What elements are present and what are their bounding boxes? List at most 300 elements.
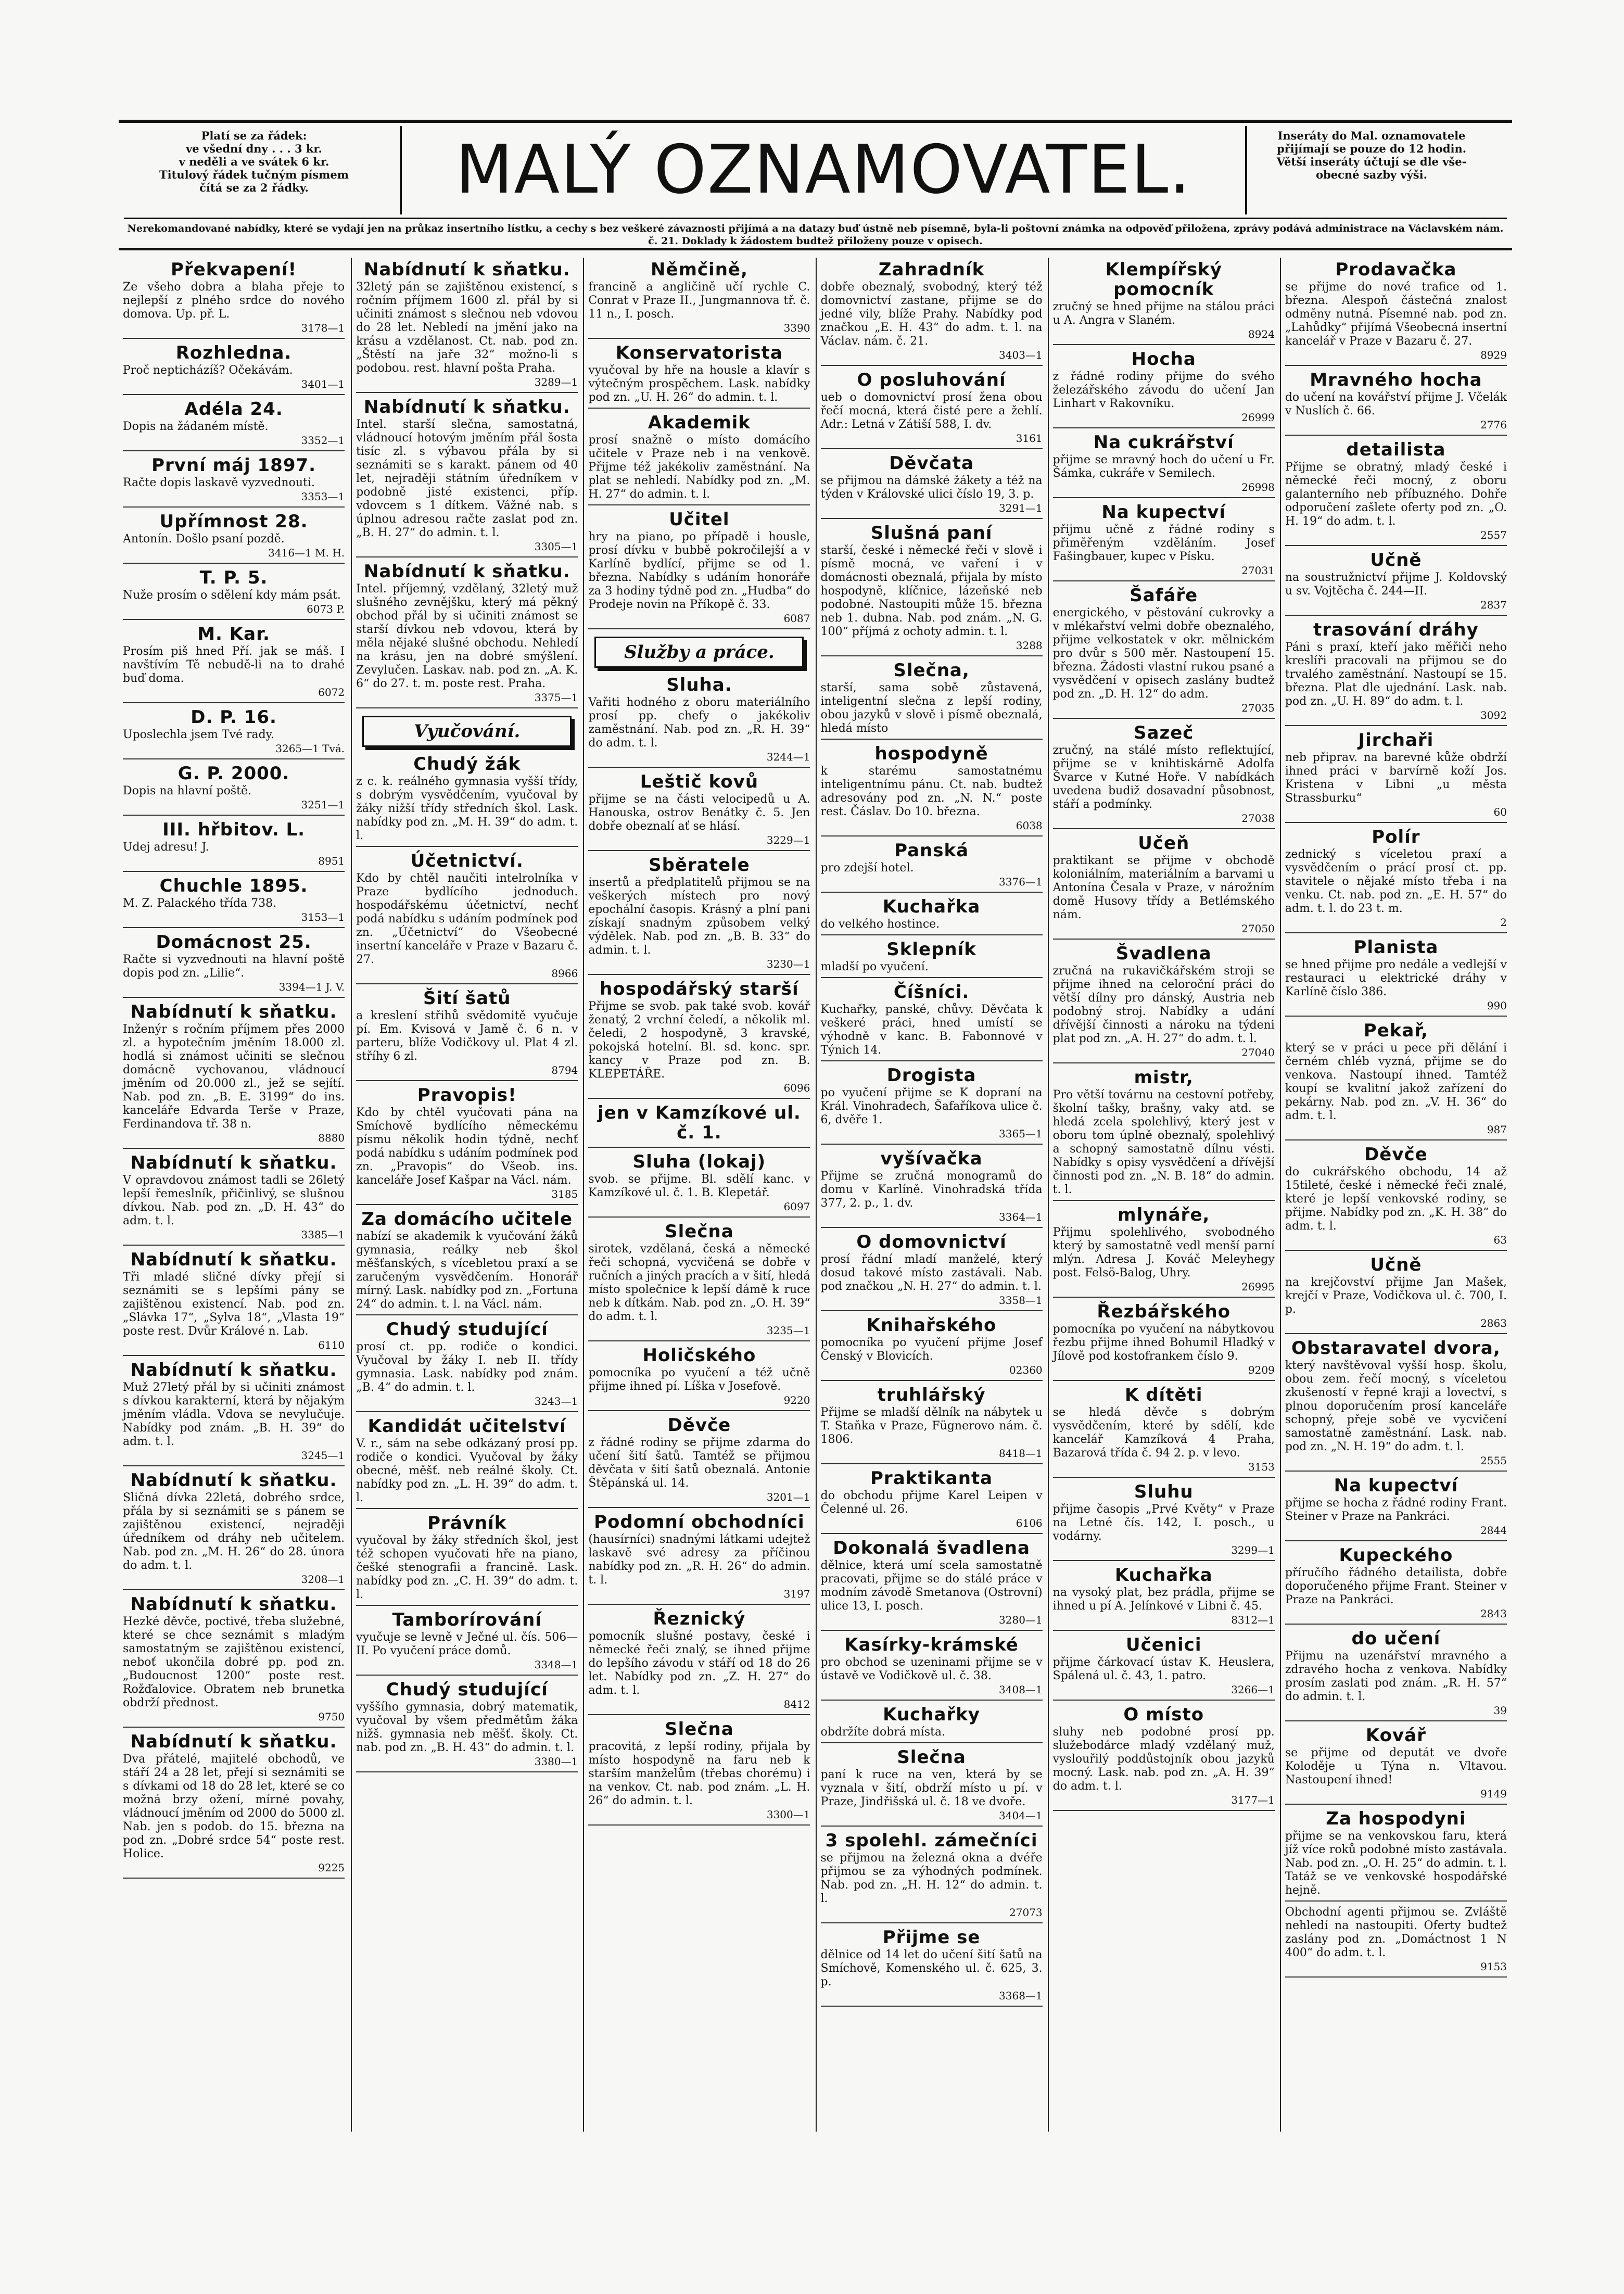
ad-body: na soustružnictví přijme J. Koldovský u sv. Vojtěcha č. 244—II. xyxy=(1285,571,1507,598)
classified-ad xyxy=(356,397,578,557)
ad-body: starší, české i německé řeči v slově i písmě mocná, ve vaření i v domácnosti obeznalá, přijala by místo hospodyně, klíčnice, lázeňské neb podobné. Nastoupiti může 15. března neb 1. dubna. Nab. pod znám. „N. G. 100“ příjmá z ochoty admin. t. l. xyxy=(820,544,1043,638)
classified-ad xyxy=(821,370,1043,449)
classified-ad xyxy=(1285,1809,1507,1902)
classified-ad xyxy=(1285,1906,1507,1978)
ad-body: na krejčovství přijme Jan Mašek, krejčí v Praze, Vodičkova ul. č. 700, I. p. xyxy=(1285,1276,1507,1316)
ad-title: Nabídnutí k sňatku. xyxy=(130,1594,337,1615)
ad-columns xyxy=(119,258,1512,2132)
ad-code: 9149 xyxy=(1480,1788,1507,1800)
ad-code: 3394—1 J. V. xyxy=(278,981,345,993)
ad-title: Učně xyxy=(1370,550,1422,571)
info-line: Větší inseráty účtují se dle vše- xyxy=(1276,155,1467,168)
ad-code: 6096 xyxy=(783,1082,810,1094)
classified-ad xyxy=(821,897,1043,935)
ad-title: Kovář xyxy=(1365,1725,1426,1746)
classified-ad xyxy=(1285,370,1507,436)
classified-ad xyxy=(821,1831,1043,1923)
classified-ad xyxy=(123,624,345,703)
ad-code: 27035 xyxy=(1241,702,1275,714)
classified-ad xyxy=(356,260,578,393)
pricing-line: v neděli a ve svátek 6 kr. xyxy=(179,155,329,168)
ad-title: Řezbářského xyxy=(1097,1301,1231,1322)
classified-ad xyxy=(123,455,345,508)
ad-body: pomocníka po vyučení přijme Josef Čenský v Blovicích. xyxy=(820,1336,1043,1363)
ad-body: po vyučení přijme se K dopraní na Král. Vinohradech, Šafaříkova ulice č. 6, dvěře 1. xyxy=(820,1086,1043,1126)
classified-ad xyxy=(123,764,345,816)
ad-body: Proč nepticházíš? Očekávám. xyxy=(123,364,293,377)
ad-body: praktikant se přijme v obchodě koloniálním, materiálním a barvami u Antonína Česala v Praze, v nárožním domě Husovy třídy a Betlémského nám. xyxy=(1052,854,1275,921)
ad-title: Nabídnutí k sňatku. xyxy=(130,1249,337,1270)
ad-body: přijme se na venkovskou faru, která jíž více roků podobné místo zastávala. Nab. pod zn. „O. H. 25“ do admin. t. l. Tatáž se ve venkovské hospodářské hejně. xyxy=(1285,1830,1507,1897)
ad-code: 3300—1 xyxy=(766,1808,810,1821)
ad-code: 9750 xyxy=(318,1710,345,1723)
ad-body: paní k ruce na ven, která by se vyznala v šití, obdrží místo u pí. v Praze, Jindřišská ul. č. 18 ve dvoře. xyxy=(820,1768,1043,1808)
ad-code: 26999 xyxy=(1241,411,1275,424)
ad-code: 6097 xyxy=(783,1200,810,1213)
classified-ad xyxy=(123,512,345,564)
ad-body: Nuže prosím o sdělení kdy mám psát. xyxy=(123,589,341,602)
ad-body: dělnice od 14 let do učení šití šatů na Smíchově, Komenského ul. č. 625, 3. p. xyxy=(820,1948,1043,1988)
ad-code: 3368—1 xyxy=(999,1989,1043,2002)
ad-body: sluhy neb podobné prosí pp. služebodárce mladý vzdělaný muž, vyslouřilý poddůstojník obou jazyků mocný. Lask. nab. pod zn. „A. H. 39“ do adm. t. l. xyxy=(1052,1726,1275,1793)
pricing-line: čítá se za 2 řádky. xyxy=(199,181,309,194)
ad-code: 26998 xyxy=(1241,481,1275,493)
ad-body: Obchodní agenti přijmou se. Zvláště nehledí na nastoupiti. Oferty budtež zaslány pod zn. „Domáctnost 1 N 400“ do adm. t. l. xyxy=(1285,1906,1507,1959)
classified-ad xyxy=(1053,723,1275,829)
ad-title: Šití šatů xyxy=(423,988,511,1009)
ad-code: 3243—1 xyxy=(534,1395,578,1408)
ad-title: Akademik xyxy=(648,412,751,433)
classified-ad xyxy=(356,1416,578,1509)
ad-body: vyučoval by hře na housle a klavír s výtečným prospěchem. Lask. nabídky pod zn. „U. H. 26“ do admin. t. l. xyxy=(588,364,810,404)
classified-ad xyxy=(1285,1629,1507,1721)
ad-title: Pravopis! xyxy=(417,1085,517,1106)
ad-code: 3185 xyxy=(551,1188,578,1200)
ad-title: Nabídnutí k sňatku. xyxy=(130,1152,337,1173)
ad-body: Kuchařky, panské, chůvy. Děvčata k veškeré práci, hned umístí se výhodně v kanc. B. Fabonnové v Týnich 14. xyxy=(820,1003,1043,1057)
ad-code: 2776 xyxy=(1480,419,1507,431)
classified-ad xyxy=(123,1594,345,1728)
classified-ad xyxy=(1285,1545,1507,1625)
classified-ad xyxy=(588,1152,810,1218)
ad-code: 8312—1 xyxy=(1231,1614,1275,1626)
classified-ad xyxy=(821,1149,1043,1228)
info-line: přijímají se pouze do 12 hodin. xyxy=(1276,142,1467,155)
ad-code: 3092 xyxy=(1480,709,1507,721)
insertion-info-box xyxy=(1241,129,1502,181)
classified-ad xyxy=(356,851,578,984)
classified-ad xyxy=(588,413,810,505)
ad-body: přijme se mravný hoch do učení u Fr. Šámka, cukráře v Semilech. xyxy=(1052,453,1275,480)
ad-code: 6087 xyxy=(783,612,810,625)
ad-title: Kuchařky xyxy=(883,1704,980,1725)
ad-code: 26995 xyxy=(1241,1281,1275,1293)
ad-code: 3408—1 xyxy=(999,1683,1043,1696)
classified-ad xyxy=(123,932,345,998)
ad-body: se hledá děvče s dobrým vysvědčením, které by sdělí, kde kancelář Kamzíková 4 Praha, Bazarová třída č. 94 2. p. v levo. xyxy=(1052,1406,1275,1460)
ad-column xyxy=(583,258,814,2132)
ad-title: Chuchle 1895. xyxy=(159,876,308,896)
ad-body: Udej adresu! J. xyxy=(123,841,209,854)
ad-code: 3416—1 M. H. xyxy=(268,547,345,559)
ad-code: 8794 xyxy=(551,1064,578,1076)
ad-code: 3153 xyxy=(1248,1461,1275,1473)
ad-body: Kdo by chtěl naučiti intelrolníka v Praze bydlícího jednoduch. hospodářskému účetnictví, nechť podá nabídku s udáním podmínek pod zn. „Účetnictví“ do Všeobecné insertní kanceláře v Praze v Bazaru č. 27. xyxy=(356,872,578,966)
ad-body: se hned přijme pro nedále a vedlejší v restauraci u elektrické dráhy v Karlíně číslo 386. xyxy=(1285,958,1507,998)
ad-body: Račte dopis laskavě vyzvednouti. xyxy=(123,476,315,489)
classified-ad xyxy=(821,940,1043,978)
ad-code: 2863 xyxy=(1480,1317,1507,1329)
ad-column xyxy=(1280,258,1511,2132)
classified-ad xyxy=(356,1513,578,1606)
ad-code: 8929 xyxy=(1480,349,1507,361)
ad-code: 2843 xyxy=(1480,1607,1507,1620)
classified-ad xyxy=(1285,1476,1507,1541)
ad-title: Sběratele xyxy=(649,855,750,876)
ad-code: 9220 xyxy=(783,1394,810,1406)
ad-title: hospodyně xyxy=(874,743,988,764)
ad-title: hospodářský starší xyxy=(600,979,799,999)
classified-ad xyxy=(588,1346,810,1411)
ad-code: 8951 xyxy=(318,855,345,867)
ad-code: 3376—1 xyxy=(999,876,1043,888)
ad-body: do učení na kovářství přijme J. Včelák v Nuslích č. 66. xyxy=(1285,391,1507,417)
ad-body: z řádné rodiny se přijme zdarma do učení šití šatů. Tamtéž se přijmou děvčata v šití šatů obeznalá. Antonie Štěpánská ul. 14. xyxy=(588,1436,810,1490)
ad-body: Dopis na hlavní poště. xyxy=(123,784,251,797)
classified-ad xyxy=(821,841,1043,893)
classified-ad xyxy=(356,1209,578,1315)
ad-title: Právník xyxy=(427,1513,507,1533)
ad-title: Nabídnutí k sňatku. xyxy=(363,259,570,280)
ad-title: Nabídnutí k sňatku. xyxy=(363,561,570,582)
classified-ad xyxy=(588,1719,810,1826)
classified-ad xyxy=(1053,502,1275,581)
ad-body: který se v práci u pece při dělání i černém chléb vyzná, přijme se do venkova. Nastoupí ihned. Tamtéž koupí se kvalitní jakož zařízení do pekárny. Nab. pod zn. „V. H. 36“ do adm. t. l. xyxy=(1285,1042,1507,1122)
ad-title: vyšívačka xyxy=(880,1148,983,1169)
classified-ad xyxy=(1053,1565,1275,1631)
ad-title: Učeň xyxy=(1138,833,1190,854)
ad-title: Účetnictví. xyxy=(410,851,524,871)
classified-ad xyxy=(821,1705,1043,1743)
ad-code: 3265—1 Tvá. xyxy=(275,742,345,755)
ad-title: trasování dráhy xyxy=(1313,619,1479,640)
ad-body: (hausírníci) snadnými látkami udejtež laskavě své adresy za příčinou nabídky pod zn. „R. H. 26“ do admin. t. l. xyxy=(588,1533,810,1587)
ad-title: Za domácího učitele xyxy=(361,1209,573,1230)
ad-body: z c. k. reálného gymnasia vyšší třídy, s dobrým vysvědčením, vyučoval by žáky nižší třídy středních škol. Lask. nabídky pod zn. „M. H. 39“ do adm. t. l. xyxy=(356,775,578,842)
ad-body: nabízí se akademik k vyučování žáků gymnasia, reálky neb škol měšťanských, s vícebletou praxí a se zaručeným vysvědčením. Honorář mírný. Lask. nabídky pod zn. „Fortuna 24“ do admin. t. l. na Václ. nám. xyxy=(356,1230,578,1311)
ad-title: III. hřbitov. L. xyxy=(162,819,306,840)
ad-code: 8418—1 xyxy=(999,1447,1043,1460)
ad-title: D. P. 16. xyxy=(191,707,277,728)
ad-body: Přijme se obratný, mladý české i německé řeči mocný, z oboru galanterního neb příbuzného. Dohře odporučení zašlete oferty pod zn. „O. H. 19“ do adm. t. l. xyxy=(1285,461,1507,528)
classified-ad xyxy=(123,1360,345,1466)
ad-code: 8880 xyxy=(318,1132,345,1144)
ad-code: 3235—1 xyxy=(766,1324,810,1337)
ad-title: Němčině, xyxy=(650,259,748,280)
classified-ad xyxy=(588,260,810,339)
ad-code: 3251—1 xyxy=(301,799,345,811)
ad-body: přijme se hocha z řádné rodiny Frant. Steiner v Praze na Pankráci. xyxy=(1285,1497,1507,1523)
ad-title: Slečna xyxy=(665,1719,734,1740)
ad-title: Sazeč xyxy=(1134,723,1194,743)
ad-body: se přijmou na dámské žákety a též na týden v Královské ulici číslo 19, 3. p. xyxy=(820,474,1043,501)
ad-body: Vařiti hodného z oboru materiálního prosí pp. chefy o jakékoliv zaměstnání. Nab. pod zn. „R. H. 39“ do adm. t. l. xyxy=(588,696,810,750)
ad-title: Prodavačka xyxy=(1335,259,1457,280)
ad-title: Knihařského xyxy=(866,1315,997,1336)
ad-title: Slečna xyxy=(897,1747,966,1768)
ad-title: Učenici xyxy=(1125,1634,1202,1655)
ad-code: 3404—1 xyxy=(999,1809,1043,1822)
ad-body: Dva přátelé, majitelé obchodů, ve stáří 24 a 28 let, přejí si seznámiti se s dívkami od 18 do 28 let, které se co možná brzy ožení, mírné povahy, vládnoucí jměním od 2000 do 5000 zl. Nab. jen s podob. do 15. března na pod zn. „Dobré srdce 54“ poste rest. Holice. xyxy=(123,1753,345,1860)
ad-body: příručího řádného detailista, dobře doporučeného přijme Frant. Steiner v Praze na Pankráci. xyxy=(1285,1566,1507,1606)
ad-title: M. Kar. xyxy=(197,624,270,644)
classified-ad xyxy=(821,1928,1043,2007)
ad-code: 3161 xyxy=(1016,432,1043,445)
classified-ad xyxy=(1053,1302,1275,1381)
ad-title: Na cukrářství xyxy=(1093,432,1234,453)
ad-title: Děvče xyxy=(1364,1144,1428,1165)
classified-ad xyxy=(821,260,1043,366)
ad-code: 6106 xyxy=(1016,1517,1043,1529)
ad-body: dělnice, která umí scela samostatně pracovati, přijme se do stálé práce v modním závodě Smetanova (Ostrovní) ulice 13, I. posch. xyxy=(820,1559,1043,1613)
ad-body: V opravdovou známost tadli se 26letý lepší řemeslník, přičinlivý, se slušnou dívkou. Nab. pod zn. „D. H. 43“ do adm. t. l. xyxy=(123,1174,345,1227)
ad-title: Číšníci. xyxy=(893,982,970,1003)
ad-body: Inženýr s ročním příjmem přes 2000 zl. a hypotečním jměním 18.000 zl. hodlá si známost učiniti se slečnou domácně vychovanou, vládnoucí jměním od 20.000 zl., jež se sejítí. Nab. pod zn. „B. E. 3199“ do ins. kanceláře Edvarda Terše v Praze, Ferdinandova tř. 38 n. xyxy=(123,1023,345,1131)
ad-body: zručný se hned přijme na stálou práci u A. Angra v Slaném. xyxy=(1052,300,1275,327)
ad-title: Domácnost 25. xyxy=(156,932,312,953)
ad-title: Chudý žák xyxy=(413,754,521,775)
classified-ad xyxy=(821,661,1043,740)
ad-body: do cukrářského obchodu, 14 až 15tileté, české i německé řeči znalé, které je lepší venkovské rodiny, se přijme. Nabídky pod zn. „K. H. 38“ do adm. t. l. xyxy=(1285,1165,1507,1233)
ad-body: M. Z. Palackého třída 738. xyxy=(123,897,277,910)
ad-title: Polír xyxy=(1372,827,1420,847)
classified-ad xyxy=(123,1002,345,1149)
ad-body: Tři mladé sličné dívky přejí si seznámiti se s lepšími pány se zajištěnou existencí. Nab. pod zn. „Slávka 17“, „Sylva 18“, „Vlasta 19“ poste rest. Dvůr Králové n. Lab. xyxy=(123,1271,345,1338)
pricing-line: Titulový řádek tučným písmem xyxy=(159,168,349,181)
info-line: obecné sazby výši. xyxy=(1316,168,1427,181)
ad-title: Obstaravatel dvora, xyxy=(1291,1338,1501,1359)
ad-title: Chudý studující xyxy=(386,1679,548,1700)
ad-title: Drogista xyxy=(886,1065,976,1086)
classified-ad xyxy=(588,675,810,768)
ad-title: Kuchařka xyxy=(1114,1565,1213,1586)
ad-title: Děvčata xyxy=(889,453,974,474)
ad-title: mlynáře, xyxy=(1118,1205,1210,1225)
ad-body: na vysoký plat, bez prádla, přijme se ihned u pí A. Jelínkové v Libni č. 45. xyxy=(1052,1586,1275,1613)
ad-title: Na kupectví xyxy=(1334,1475,1458,1496)
ad-body: dobře obeznalý, svobodný, který též domovnictví zastane, přijme se do jedné vily, blíže Prahy. Nabídky pod značkou „E. H. 43“ do adm. t. l. na Václav. nám. č. 21. xyxy=(820,281,1043,348)
ad-code: 63 xyxy=(1493,1234,1507,1246)
ad-body: energického, v pěstování cukrovky a v mlékařství velmi dobře obeznalého, přijme velkostatek v okr. mělnickém pro dvůr s 500 měr. Nastoupení 15. března. Žádosti vlastní rukou psané a vysvědčení v opisech zaslány budtež pod zn. „D. H. 12“ do adm. xyxy=(1052,606,1275,701)
ad-title: 3 spolehl. zámečníci xyxy=(825,1830,1038,1851)
ad-title: Adéla 24. xyxy=(184,399,283,420)
ad-code: 3229—1 xyxy=(766,834,810,846)
ad-title: Tamborírování xyxy=(392,1609,542,1630)
ad-body: starší, sama sobě zůstavená, inteligentní slečna z lepší rodiny, obou jazyků v slově i písmě obeznalá, hledá místo xyxy=(820,681,1043,735)
classified-ad xyxy=(123,1471,345,1590)
ad-body: Páni s praxí, kteří jako měřiči neho kreslíři pracovali na přijmou se do trvalého zaměstnání. Nastoupí se 15. března. Plat dle ujednání. Lask. nab. pod zn. „U. H. 89“ do adm. t. l. xyxy=(1285,641,1507,708)
ad-title: Sluha. xyxy=(666,675,732,695)
classified-ad xyxy=(1285,1338,1507,1472)
ad-code: 3177—1 xyxy=(1231,1794,1275,1806)
ad-body: Hezké děvče, poctivé, třeba služebné, které se chce seznámit s mladým samostatným se zajištěnou existencí, neboť ukončila dobré pp. pod zn. „Budoucnost 1200“ poste rest. Rožďalovice. Obratem neb brunetka obdrží přednost. xyxy=(123,1615,345,1709)
ad-title: Nabídnutí k sňatku. xyxy=(130,1360,337,1380)
ad-code: 3403—1 xyxy=(999,349,1043,361)
classified-ad xyxy=(123,1250,345,1356)
ad-code: 6073 P. xyxy=(307,603,345,615)
classified-ad xyxy=(123,343,345,395)
classified-ad xyxy=(356,988,578,1081)
ad-body: pro obchod se uzeninami přijme se v ústavě ve Vodičkově ul. č. 38. xyxy=(820,1656,1043,1682)
classified-ad xyxy=(1053,1068,1275,1201)
classified-ad xyxy=(1285,550,1507,616)
ad-title: Děvče xyxy=(667,1415,731,1436)
classified-ad xyxy=(123,399,345,451)
ad-title: jen v Kamzíkové ul. č. 1. xyxy=(598,1102,801,1143)
classified-ad xyxy=(1053,944,1275,1063)
ad-body: svob. se přijme. Bl. sdělí kanc. v Kamzíkové ul. č. 1. B. Klepetář. xyxy=(588,1173,810,1199)
classified-ad xyxy=(1285,260,1507,366)
ad-title: Sklepník xyxy=(886,939,976,960)
classified-ad xyxy=(356,1085,578,1205)
ad-body: zručný, na stálé místo reflektující, přijme se v knihtiskárně Adolfa Švarce v Kutné Hoře. V nabídkách uvedena budiž dosavadní působnost, stáří a podmínky. xyxy=(1052,744,1275,811)
classified-ad xyxy=(821,982,1043,1061)
classified-ad xyxy=(1285,827,1507,933)
ad-title: Planista xyxy=(1353,937,1439,958)
ad-code: 27038 xyxy=(1241,812,1275,825)
ad-title: Učitel xyxy=(669,509,730,530)
ad-code: 3291—1 xyxy=(999,502,1043,514)
classified-ad xyxy=(1053,1385,1275,1478)
ad-code: 3365—1 xyxy=(999,1127,1043,1140)
ad-code: 3197 xyxy=(783,1588,810,1600)
ad-code: 3375—1 xyxy=(534,691,578,704)
ad-code: 3358—1 xyxy=(999,1294,1043,1307)
classified-ad xyxy=(123,1153,345,1246)
ad-code: 3208—1 xyxy=(301,1573,345,1586)
ad-code: 8966 xyxy=(551,967,578,980)
ad-code: 9209 xyxy=(1248,1364,1275,1376)
classified-ad xyxy=(821,1468,1043,1534)
ad-body: francině a angličině učí rychle C. Conrat v Praze II., Jungmannova tř. č. 11 n., I. posch. xyxy=(588,281,810,321)
info-line: Inseráty do Mal. oznamovatele xyxy=(1277,129,1466,142)
classified-ad xyxy=(1285,440,1507,546)
ad-code: 8924 xyxy=(1248,328,1275,340)
ad-title: O domovnictví xyxy=(856,1232,1007,1252)
classified-ad xyxy=(356,1680,578,1772)
ad-body: zručná na rukavičkářském stroji se přijme ihned na celoroční práci do větší dílny pro dánský, Austria neb podobný stroj. Nabídky a udání dřívější činnosti a nároku na týdeni plat pod zn. „A. H. 27“ do adm. t. l. xyxy=(1052,965,1275,1045)
ad-title: Jirchaři xyxy=(1358,730,1434,751)
ad-body: zednický s víceletou praxí a vysvědčením o prácí prosí ct. pp. stavitele o nějaké místo třeba i na venku. Ct. nab. pod zn. „E. H. 57“ do adm. t. l. do 23 t. m. xyxy=(1285,848,1507,915)
classified-ad xyxy=(588,979,810,1099)
ad-body: sirotek, vzdělaná, česká a německé řeči schopná, vycvičená se dobře v ručních a jiných pracích a v šití, hledá místo společnice k lepší dámě k ruce neb k dítkám. Nab. pod zn. „O. H. 39“ do adm. t. l. xyxy=(588,1243,810,1323)
classified-ad xyxy=(1053,586,1275,719)
ad-title: Nabídnutí k sňatku. xyxy=(363,397,570,417)
ad-code: 27073 xyxy=(1009,1906,1043,1919)
ad-body: Přijmu spolehlivého, svobodného který by samostatně vedl menší parní mlýn. Adresa J. Kováč Meleyhegy post. Felsö-Balog, Uhry. xyxy=(1052,1226,1275,1279)
ad-title: Švadlena xyxy=(1115,943,1212,964)
ad-code: 3390 xyxy=(783,322,810,334)
classified-ad xyxy=(123,1732,345,1879)
ad-code: 3153—1 xyxy=(301,911,345,923)
ad-title: Nabídnutí k sňatku. xyxy=(130,1470,337,1491)
ad-title: Za hospodyni xyxy=(1326,1808,1466,1829)
ad-title: Sluha (lokaj) xyxy=(632,1151,766,1172)
ad-code: 9153 xyxy=(1480,1960,1507,1973)
ad-title: K dítěti xyxy=(1125,1385,1203,1405)
ad-body: mladší po vyučení. xyxy=(820,960,929,973)
ad-title: Slečna xyxy=(665,1221,734,1242)
classified-ad xyxy=(588,855,810,975)
ad-title: Řeznický xyxy=(653,1608,746,1629)
ad-title: Podomní obchodníci xyxy=(594,1512,805,1532)
ad-body: vyššího gymnasia, dobrý matematik, vyučoval by všem předmětům žáka nižš. gymnasia neb měšť. školy. Ct. nab. pod zn. „B. H. 43“ do admin. t. l. xyxy=(356,1701,578,1754)
ad-code: 3385—1 xyxy=(301,1228,345,1241)
ad-code: 3380—1 xyxy=(534,1755,578,1768)
ad-title: Kupeckého xyxy=(1339,1545,1453,1566)
ad-code: 3245—1 xyxy=(301,1449,345,1462)
ad-title: Zahradník xyxy=(878,259,985,280)
section-heading: Vyučování. xyxy=(362,716,572,747)
ad-body: do obchodu přijme Karel Leipen v Čelenné ul. 26. xyxy=(820,1489,1043,1516)
classified-ad xyxy=(821,453,1043,519)
ad-title: O posluhování xyxy=(857,370,1006,390)
classified-ad xyxy=(821,1066,1043,1145)
ad-title: Kasírky-krámské xyxy=(844,1634,1019,1655)
ad-body: pracovitá, z lepší rodiny, přijala by místo hospodyně na faru neb k starším manželům (třebas chorému) i na venkov. Ct. nab. pod znám. „L. H. 26“ do admin. t. l. xyxy=(588,1740,810,1807)
ad-code: 3352—1 xyxy=(301,434,345,447)
classified-ad xyxy=(356,1610,578,1676)
ad-title: Rozhledna. xyxy=(175,343,292,363)
classified-ad xyxy=(1053,1705,1275,1811)
classified-ad xyxy=(821,1538,1043,1631)
classified-ad xyxy=(588,1512,810,1605)
ad-code: 3280—1 xyxy=(999,1614,1043,1626)
ad-body: který navštěvoval vyšší hosp. školu, obou zem. řečí mocný, s víceletou zkušeností v řepné kraji a lovectví, s plnou doporučením prosí kanceláře schopný, přeje sobě ve vycvičení samostatně zaměstnání. Lask. nab. pod zn. „N. H. 19“ do adm. t. l. xyxy=(1285,1359,1507,1453)
ad-body: Ze všeho dobra a blaha přeje to nejlepší z plného srdce do nového domova. Up. př. L. xyxy=(123,281,345,321)
ad-body: Dopis na žádaném místě. xyxy=(123,420,269,433)
ad-code: 3299—1 xyxy=(1231,1544,1275,1556)
ad-code: 3289—1 xyxy=(534,376,578,388)
classified-ad xyxy=(821,744,1043,837)
ad-title: Slečna, xyxy=(893,660,970,681)
ad-column xyxy=(816,258,1047,2132)
ad-title: Praktikanta xyxy=(870,1468,993,1489)
classified-ad xyxy=(356,562,578,708)
ad-title: Holičského xyxy=(642,1345,756,1366)
classified-ad xyxy=(356,754,578,847)
ad-body: Pro větší továrnu na cestovní potřeby, školní tašky, brašny, vaky atd. se hledá zcela spolehlivý, který jest v oboru tom úplně obeznalý, spolehlivý a schopný samostatně dílnu vésti. Nabídky s opisy vysvědčení a dřívější činnosti pod zn. „N. B. 18“ do admin. t. l. xyxy=(1052,1088,1275,1196)
ad-title: Nabídnutí k sňatku. xyxy=(130,1002,337,1022)
ad-code: 2 xyxy=(1500,916,1507,929)
ad-title: O místo xyxy=(1123,1704,1204,1725)
ad-code: 3305—1 xyxy=(534,540,578,553)
ad-code: 3178—1 xyxy=(301,322,345,334)
ad-title: Šafáře xyxy=(1130,585,1198,606)
classified-ad xyxy=(1053,833,1275,940)
ad-body: Kdo by chtěl vyučovati pána na Smíchově bydlícího německému písmu několik hodin týdně, nechť podá nabídku s udáním podmínek pod zn. „Pravopis“ do Všeob. ins. kanceláře Josef Kašpar na Václ. nám. xyxy=(356,1106,578,1187)
ad-title: mistr, xyxy=(1134,1067,1194,1088)
classified-ad xyxy=(821,1385,1043,1464)
ad-body: pomocník slušné postavy, české i německé řeči znalý, se ihned přijme do lepšího závodu v stáří od 18 do 26 let. Nabídky pod zn. „Z. H. 27“ do adm. t. l. xyxy=(588,1630,810,1697)
ad-body: prosí ct. pp. rodiče o kondici. Vyučoval by žáky I. neb II. třídy gymnasia. Lask. nabídky pod znám. „B. 4“ do admin. t. l. xyxy=(356,1340,578,1394)
ad-body: se přijme do nové trafice od 1. března. Alespoň částečná znalost odměny nutná. Písemné nab. pod zn. „Lahůdky“ přijímá Všeobecná insertní kancelář v Praze v Bazaru č. 27. xyxy=(1285,281,1507,348)
classified-ad xyxy=(821,1747,1043,1827)
ad-body: Přijme se svob. pak také svob. kovář ženatý, 2 vrchní čeledí, a několik ml. čeledi, 2 hospodyně, 3 kravské, pokojská hotelní. Bl. sd. konc. spr. kancy v Praze pod zn. B. KLEPETÁŘE. xyxy=(588,1000,810,1081)
ad-title: Kandidát učitelství xyxy=(367,1416,566,1437)
ad-body: Muž 27letý přál by si učiniti známost s dívkou karakterní, která by nějakým jměním vládla. Vdova se nevylučuje. Nabídky pod znám. „B. H. 39“ do adm. t. l. xyxy=(123,1381,345,1448)
ad-column xyxy=(119,258,349,2132)
